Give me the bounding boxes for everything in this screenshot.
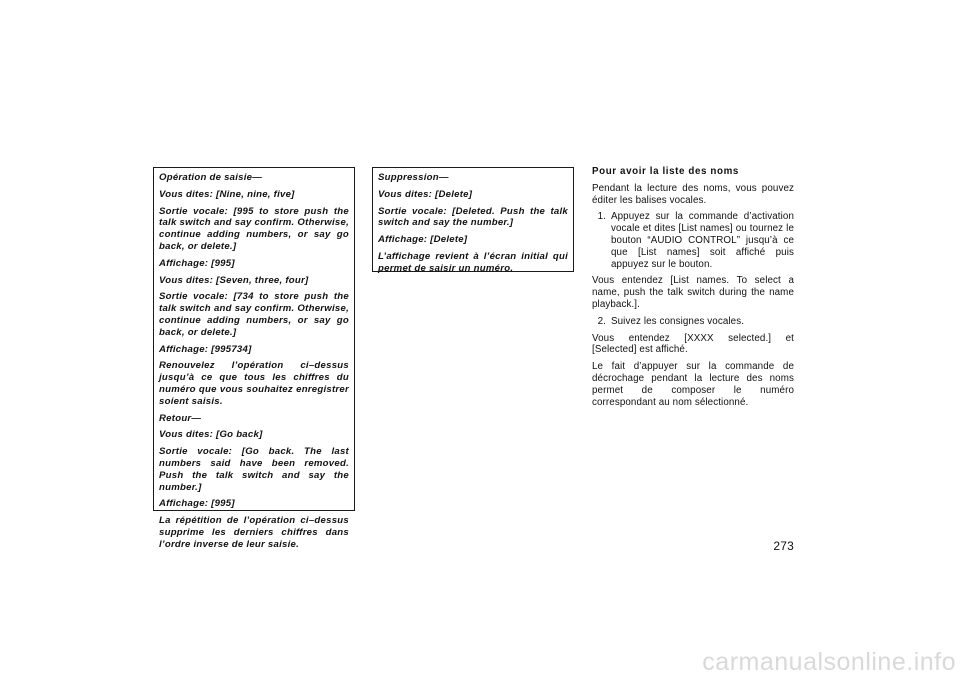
paragraph: Le fait d’appuyer sur la commande de décrochage pendant la lecture des noms permet de composer le numéro correspondant au nom sélectionné.	[592, 361, 794, 408]
display-return-note: L’affichage revient à l’écran initial qui permet de saisir un numéro.	[378, 250, 568, 274]
display-line: Affichage: [995]	[159, 257, 235, 269]
display-line: Affichage: [995734]	[159, 343, 252, 355]
list-names-section	[592, 166, 794, 413]
display-line: Affichage: [995]	[159, 498, 235, 510]
you-say-line: Vous dites: [Nine, nine, five]	[159, 188, 295, 200]
delete-heading: Suppression—	[378, 172, 449, 183]
repeat-note: La répétition de l’opération ci–dessus supprime les derniers chiffres dans l’ordre inverse de leur saisie.	[159, 515, 349, 550]
you-say-line: Vous dites: [Delete]	[378, 188, 473, 200]
delete-instructions-box	[372, 167, 574, 272]
paragraph: Vous entendez [List names. To select a name, push the talk switch during the name playback.].	[592, 275, 794, 310]
input-operation-heading: Opération de saisie—	[159, 172, 263, 183]
go-back-heading: Retour—	[159, 412, 202, 424]
you-say-line: Vous dites: [Seven, three, four]	[159, 274, 309, 286]
step-2	[592, 316, 794, 328]
step-number: 1.	[597, 211, 606, 223]
voice-output-line: Sortie vocale: [995 to store push the talk switch and say confirm. Otherwise, continue adding numbers, or say go back, or delete.]	[159, 205, 349, 252]
repeat-instruction: Renouvelez l’opération ci–dessus jusqu’à ce que tous les chiffres du numéro que vous souhaitez enregistrer soient saisis.	[159, 360, 349, 407]
paragraph: Vous entendez [XXXX selected.] et [Selected] est affiché.	[592, 332, 794, 356]
voice-input-instructions-box	[153, 167, 355, 550]
voice-output-line: Sortie vocale: [Go back. The last numbers said have been removed. Push the talk switch and say the number.]	[159, 446, 349, 493]
step-text: Suivez les consignes vocales.	[611, 315, 745, 327]
you-say-line: Vous dites: [Go back]	[159, 429, 263, 441]
page-number: 273	[773, 539, 794, 553]
watermark: carmanualsonline.info	[702, 648, 956, 676]
section-heading: Pour avoir la liste des noms	[592, 166, 739, 177]
voice-output-line: Sortie vocale: [734 to store push the talk switch and say confirm. Otherwise, continue adding numbers, or say go back, or delete.]	[159, 291, 349, 338]
intro-paragraph: Pendant la lecture des noms, vous pouvez éditer les balises vocales.	[592, 182, 794, 206]
step-text: Appuyez sur la commande d’activation vocale et dites [List names] ou tournez le bouton “AUDIO CONTROL” jusqu’à ce que [List names] soit affiché puis appuyez sur le bouton.	[611, 211, 794, 270]
step-1	[592, 211, 794, 270]
display-line: Affichage: [Delete]	[378, 234, 468, 246]
voice-output-line: Sortie vocale: [Deleted. Push the talk switch and say the number.]	[378, 205, 568, 229]
step-number: 2.	[597, 315, 606, 327]
